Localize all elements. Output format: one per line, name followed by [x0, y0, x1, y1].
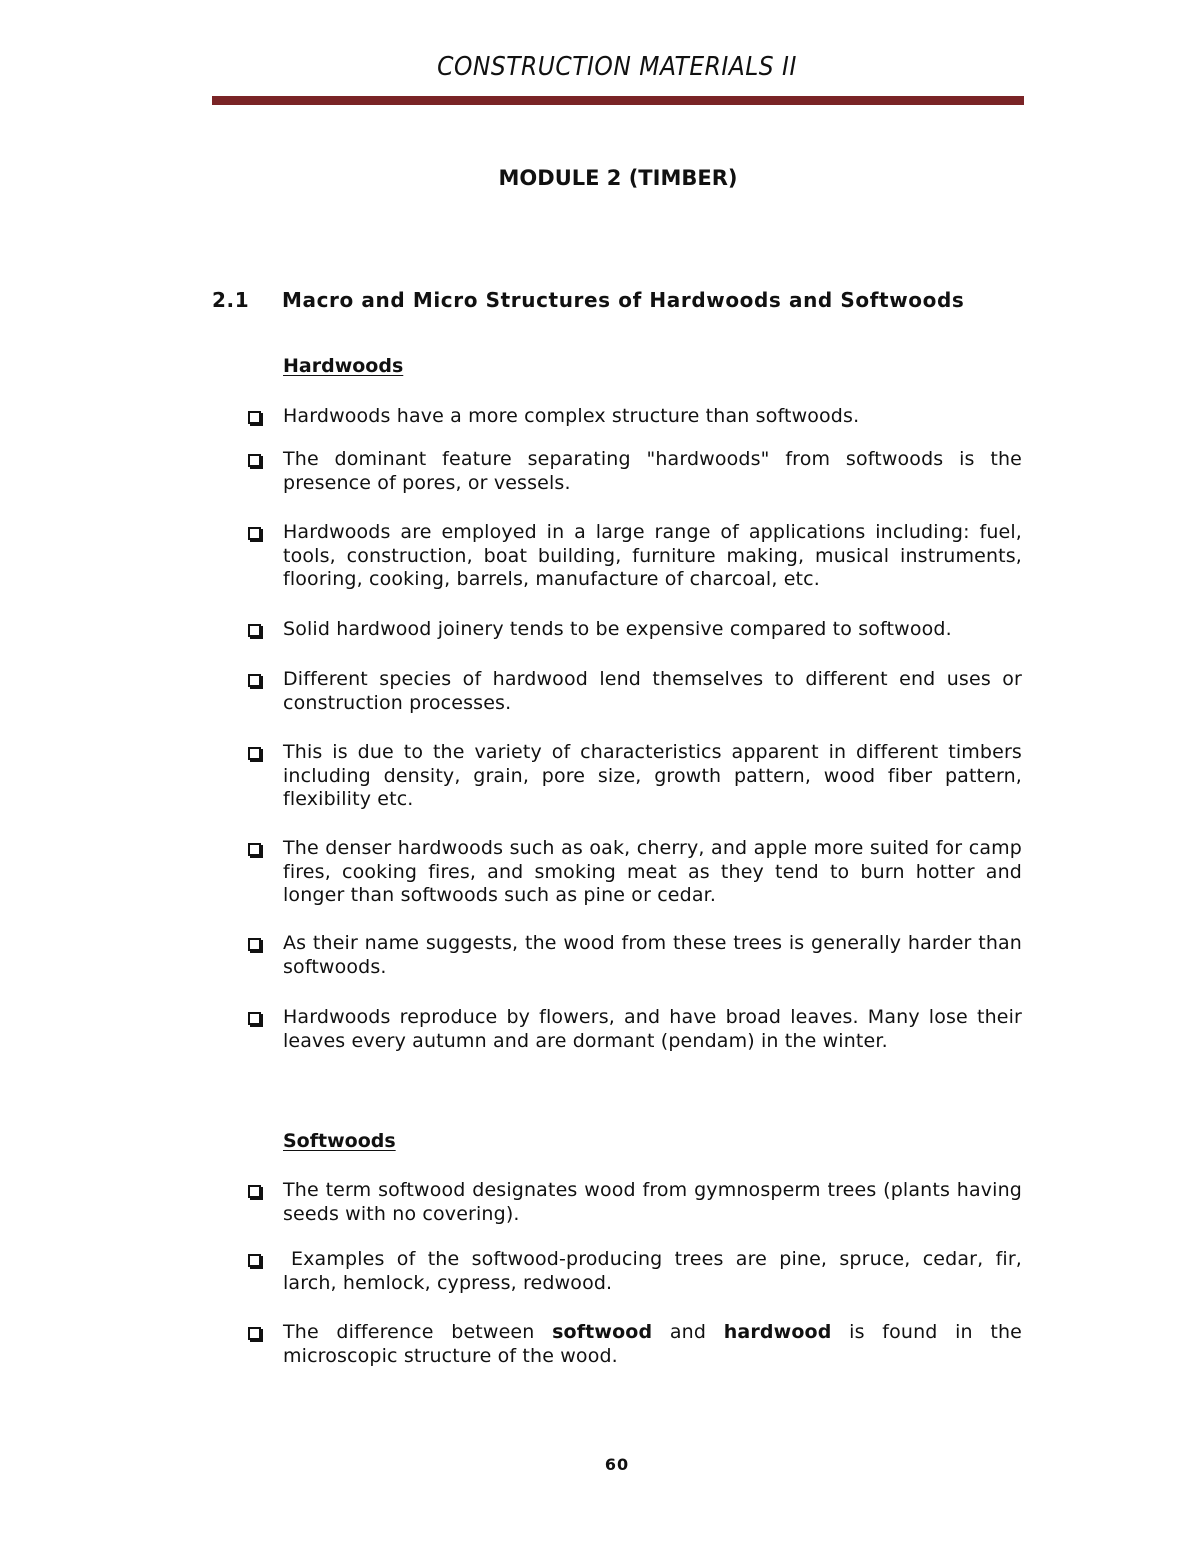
list-item — [244, 618, 1022, 642]
page-number: 60 — [604, 1455, 630, 1474]
list-item-text: Hardwoods have a more complex structure than softwoods. — [283, 405, 860, 427]
list-item — [244, 741, 1022, 812]
list-item — [244, 1321, 1022, 1368]
checkbox-bullet-icon — [248, 411, 261, 424]
list-item — [244, 932, 1022, 979]
checkbox-bullet-icon — [248, 624, 261, 637]
checkbox-bullet-icon — [248, 454, 261, 467]
list-item — [244, 1179, 1022, 1226]
difference-text-end: is found in the microscopic structure of the wood. — [283, 1321, 1023, 1367]
checkbox-bullet-icon — [248, 843, 261, 856]
checkbox-bullet-icon — [248, 527, 261, 540]
softwoods-heading: Softwoods — [283, 1130, 396, 1152]
running-header-title: CONSTRUCTION MATERIALS II — [437, 52, 797, 82]
list-item — [244, 837, 1022, 908]
list-item-text: This is due to the variety of characteristics apparent in different timbers including density, grain, pore size, growth pattern, wood fiber pattern, flexibility etc. — [283, 741, 1022, 810]
list-item-text: Hardwoods are employed in a large range of applications including: fuel, tools, construction, boat building, furniture making, musical instruments, flooring, cooking, barrels, manufacture of charcoal, etc. — [283, 521, 1022, 590]
section-number: 2.1 — [212, 288, 250, 312]
list-item-text: The denser hardwoods such as oak, cherry, and apple more suited for camp fires, cooking fires, and smoking meat as they tend to burn hotter and longer than softwoods such as pine or cedar. — [283, 837, 1022, 906]
hardwoods-heading: Hardwoods — [283, 355, 404, 377]
list-item — [244, 1006, 1022, 1053]
checkbox-bullet-icon — [248, 1327, 261, 1340]
checkbox-bullet-icon — [248, 1185, 261, 1198]
term-hardwood: hardwood — [723, 1321, 832, 1343]
difference-text-middle: and — [652, 1321, 724, 1343]
header-rule — [212, 96, 1024, 105]
list-item-text: As their name suggests, the wood from these trees is generally harder than softwoods. — [283, 932, 1022, 978]
list-item-text — [283, 1321, 1022, 1368]
checkbox-bullet-icon — [248, 747, 261, 760]
list-item — [244, 668, 1022, 715]
list-item — [244, 405, 1022, 429]
list-item — [244, 1248, 1022, 1295]
checkbox-bullet-icon — [248, 674, 261, 687]
list-item — [244, 448, 1022, 495]
checkbox-bullet-icon — [248, 1254, 261, 1267]
checkbox-bullet-icon — [248, 1012, 261, 1025]
section-title: Macro and Micro Structures of Hardwoods and Softwoods — [282, 288, 965, 312]
term-softwood: softwood — [552, 1321, 653, 1343]
module-title: MODULE 2 (TIMBER) — [498, 166, 738, 190]
list-item-text: Hardwoods reproduce by flowers, and have broad leaves. Many lose their leaves every autumn and are dormant (pendam) in the winter. — [283, 1006, 1022, 1052]
list-item-text: Solid hardwood joinery tends to be expensive compared to softwood. — [283, 618, 952, 640]
checkbox-bullet-icon — [248, 938, 261, 951]
list-item-text: Different species of hardwood lend themselves to different end uses or construction processes. — [283, 668, 1022, 714]
list-item-text: The dominant feature separating "hardwoods" from softwoods is the presence of pores, or vessels. — [283, 448, 1022, 494]
list-item — [244, 521, 1022, 592]
difference-text-start: The difference between — [283, 1321, 553, 1343]
section-heading — [212, 288, 964, 312]
list-item-text: The term softwood designates wood from gymnosperm trees (plants having seeds with no covering). — [283, 1179, 1022, 1225]
list-item-text: Examples of the softwood-producing trees are pine, spruce, cedar, fir, larch, hemlock, cypress, redwood. — [283, 1248, 1022, 1294]
